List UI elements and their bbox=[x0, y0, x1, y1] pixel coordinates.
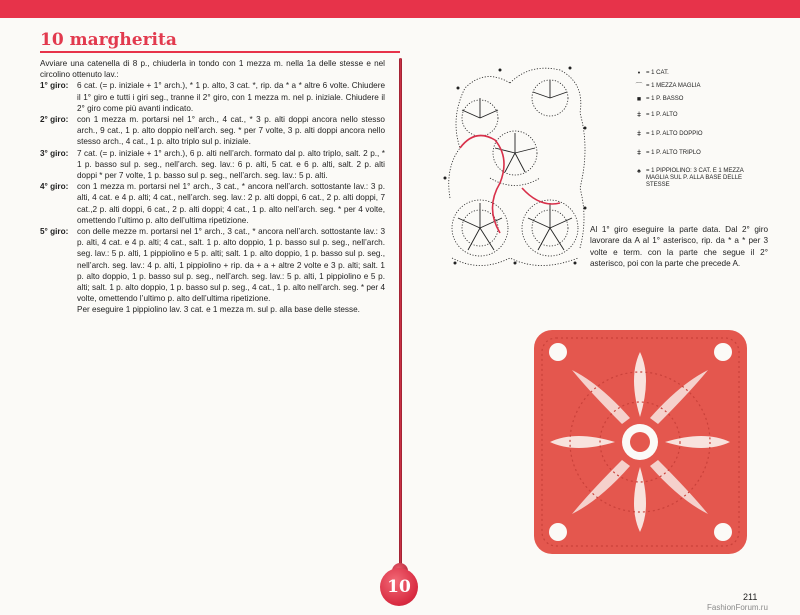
round-3 bbox=[40, 148, 385, 182]
title-underline bbox=[40, 51, 400, 53]
slip-stitch-icon: ⌒ bbox=[635, 83, 643, 90]
double-crochet-icon: ǂ bbox=[636, 112, 642, 119]
round-2 bbox=[40, 114, 385, 148]
legend-label: = 1 P. ALTO bbox=[646, 112, 678, 118]
treble-crochet-icon: ǂ bbox=[636, 131, 642, 138]
page-number: 211 bbox=[743, 592, 758, 602]
round-1 bbox=[40, 80, 385, 114]
round-text: 7 cat. (= p. iniziale + 1° arch.), 6 p. alti nell’arch. formato dal p. alto triplo, salt. 2 p., * 1 p. basso sul p. seg., nell’arch. seg. lav.: 6 p. alti, 5 cat. e 6 p. alti, salt. 2 p. alti doppi * per 7 volte, 1 p. basso sul p. seg., nell’arch. seg. lav.: 5 p. alti. bbox=[77, 148, 385, 181]
picot-icon: ♠ bbox=[637, 168, 641, 175]
red-thread-divider bbox=[399, 58, 402, 568]
legend-label: = 1 CAT. bbox=[646, 70, 669, 76]
legend-item bbox=[632, 150, 701, 157]
crochet-chart-diagram bbox=[440, 58, 590, 273]
legend-item bbox=[632, 112, 678, 119]
round-label: 5° giro: bbox=[40, 227, 69, 237]
round-label bbox=[40, 304, 77, 315]
pattern-number-badge: 10 bbox=[380, 568, 418, 606]
legend-label: = 1 P. ALTO TRIPLO bbox=[646, 150, 701, 156]
top-color-band bbox=[0, 0, 800, 18]
round-label: 3° giro: bbox=[40, 148, 69, 158]
legend-label: = 1 P. ALTO DOPPIO bbox=[646, 131, 703, 137]
chain-stitch-icon: • bbox=[637, 70, 641, 77]
legend-label: = 1 PIPPIOLINO: 3 CAT. E 1 MEZZA MAGLIA SUL P. ALLA BASE DELLE STESSE bbox=[646, 168, 744, 188]
round-text: con delle mezze m. portarsi nel 1° arch., 3 cat., * ancora nell’arch. sottostante lav.: 3 p. alti, 4 cat. e 4 p. alti; 4 cat., salt. 1 p. alto doppio, 1 p. basso sul p. seg., nell’arch. seg. lav.: 5 p. alti, 1 pippiolino e 5 p. alti; salt. 1 p. alto doppio, 1 p. basso sul p. seg., nell’arch. seg. lav.: 4 p. alti, 1 pippiolino + rip. da + a + altre 2 volte e 3 p. alti; salt. 1 p. alto doppio, 1 p. basso sul p. seg., nell’arch. seg. lav.: 5 p. alti, 1 pippiolino e 5 p. alti; salt. 1 p. alto doppio, 1 p. basso sul p. seg., 4 cat., 1 p. alto nell’arch. seg. * per 4 volte, omettendo l’ultimo p. alto dell’ultima ripetizione. bbox=[77, 227, 385, 304]
round-text: con 1 mezza m. portarsi nel 1° arch., 3 cat., * ancora nell’arch. sottostante lav.: 3 p. alti, 4 cat. e 4 p. alti; 4 cat., nell’arch. seg. lav.: 2 p. alti doppi, 6 cat., 2 p. alti doppi, 7 cat.,2 p. alti doppi, 6 cat., 2 p. alti doppi; 4 cat., 1 p. alto nell’arch. seg. * per 4 volte, omettendo l’ultimo p. alto dell’ultima ripetizione. bbox=[77, 182, 385, 225]
round-5 bbox=[40, 226, 385, 304]
instructions-column bbox=[40, 58, 385, 316]
legend-label: = 1 P. BASSO bbox=[646, 96, 684, 102]
legend-item bbox=[632, 83, 701, 90]
round-text: Per eseguire 1 pippiolino lav. 3 cat. e 1 mezza m. sul p. alla base delle stesse. bbox=[77, 305, 360, 315]
crochet-motif-photo bbox=[528, 322, 753, 562]
round-text: con 1 mezza m. portarsi nel 1° arch., 4 cat., * 3 p. alti doppi ancora nello stesso arch., 9 cat., 1 p. alto doppio nell’arch. seg. * per 7 volte, 3 p. alti doppi ancora nello stesso arch., 4 cat., 1 p. alto triplo sul p. iniziale. bbox=[77, 115, 385, 147]
legend-item bbox=[632, 96, 683, 103]
legend-item bbox=[632, 70, 669, 77]
round-label: 2° giro: bbox=[40, 115, 69, 125]
triple-treble-icon: ǂ bbox=[636, 150, 642, 157]
watermark: FashionForum.ru bbox=[707, 603, 768, 612]
picot-note bbox=[40, 304, 385, 315]
legend-item bbox=[632, 131, 703, 138]
round-text: 6 cat. (= p. iniziale + 1° arch.), * 1 p. alto, 3 cat. *, rip. da * a * altre 6 volte. Chiudere il 1° giro e tutti i giri seg., tranne il 2° giro, con 1 mezza m. nel p. iniziale. Chiudere il 2° giro come più avanti indicato. bbox=[77, 81, 385, 113]
round-label: 4° giro: bbox=[40, 182, 69, 192]
page-title: 10 margherita bbox=[40, 30, 177, 50]
round-4 bbox=[40, 181, 385, 226]
instructions-intro: Avviare una catenella di 8 p., chiuderla in tondo con 1 mezza m. nella 1a delle stesse e nel circolino ottenuto lav.: bbox=[40, 59, 385, 80]
single-crochet-icon: ■ bbox=[636, 96, 642, 103]
legend-item bbox=[632, 168, 754, 189]
legend-label: = 1 MEZZA MAGLIA bbox=[646, 83, 701, 89]
diagram-note: Al 1° giro eseguire la parte data. Dal 2° giro lavorare da A al 1° asterisco, rip. da * a * per 3 volte e term. con la parte che segue il 2° asterisco, poi con la parte che precede A. bbox=[590, 225, 768, 269]
round-label: 1° giro: bbox=[40, 81, 69, 91]
